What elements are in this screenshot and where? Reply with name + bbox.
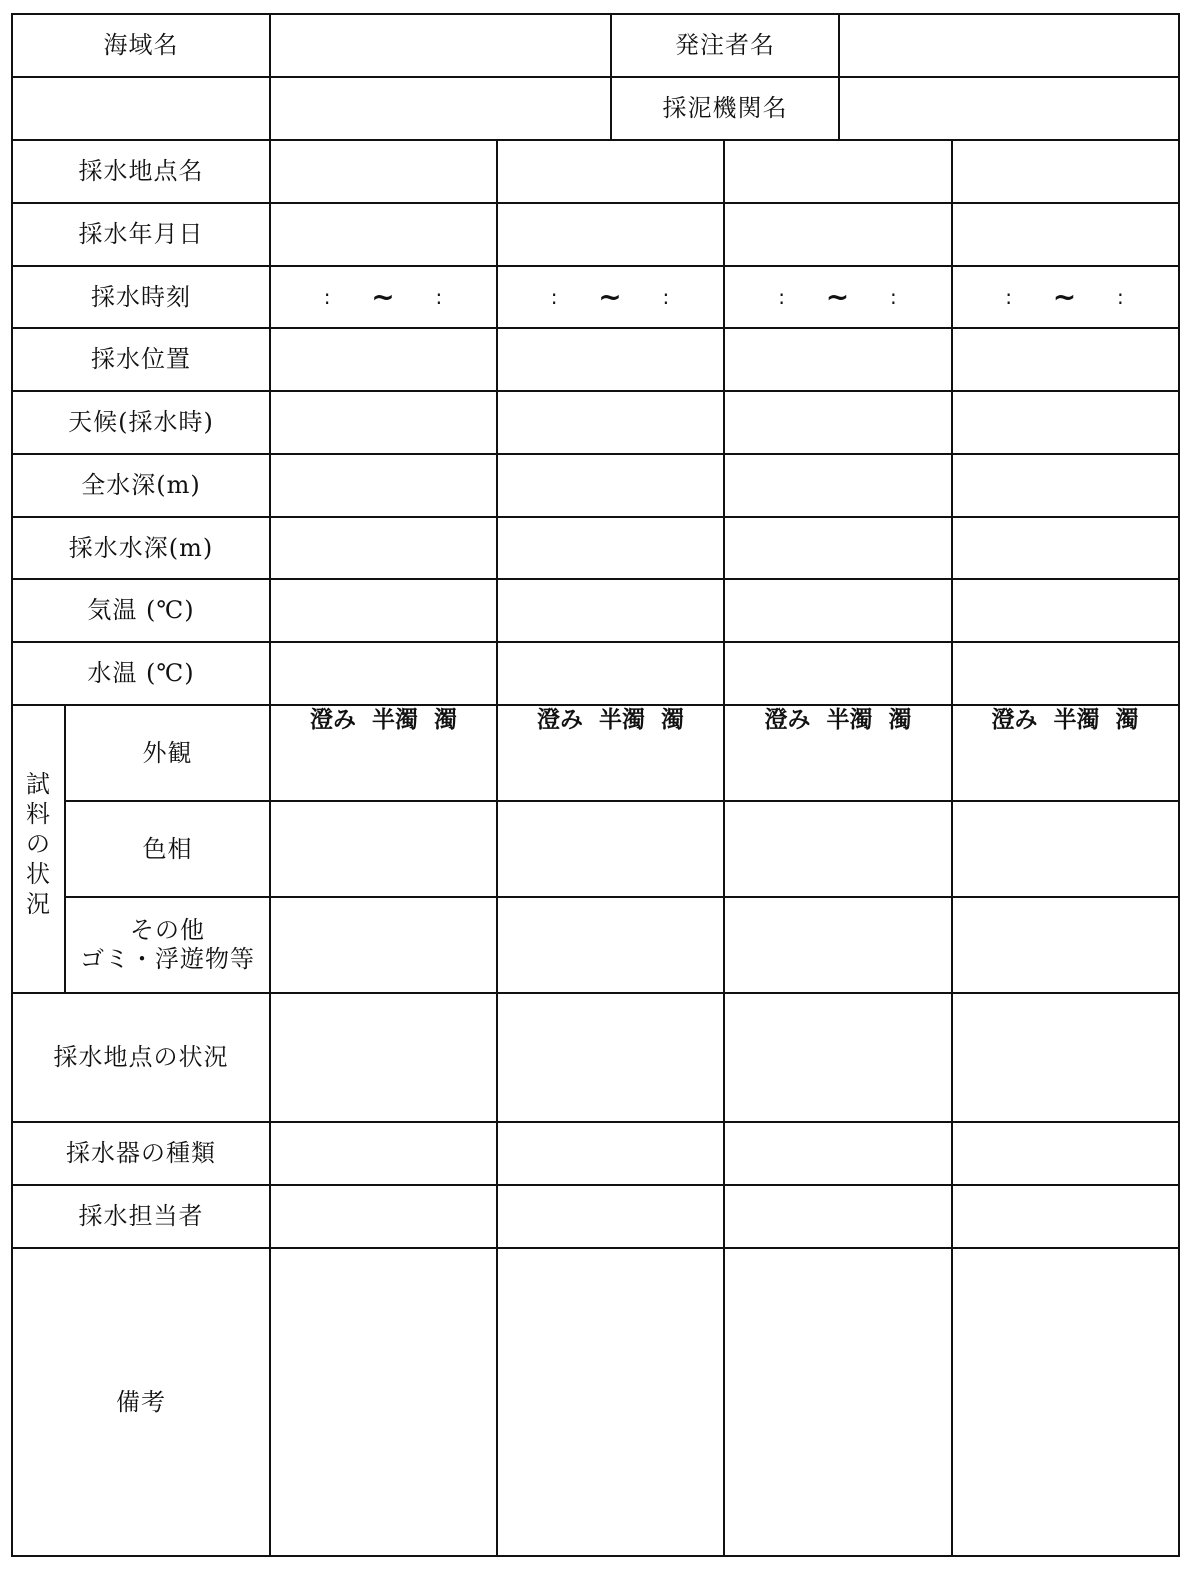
grid-line [838, 13, 840, 141]
sampling-time-col-3[interactable] [724, 266, 952, 328]
grid-line [11, 578, 1180, 580]
grid-line [11, 139, 1180, 141]
hue-label: 色相 [142, 834, 193, 863]
other-label-line1: その他 [130, 916, 205, 945]
sampling-time-col-2[interactable] [497, 266, 724, 328]
sampling-date-label: 採水年月日 [78, 220, 204, 249]
sea-area-value[interactable] [270, 14, 611, 77]
time-tilde: ~ [1052, 280, 1078, 314]
other-label [65, 897, 270, 993]
time-colon-start: : [323, 285, 332, 309]
water-temp-label: 水温 (℃) [87, 659, 195, 688]
grid-line [11, 992, 1180, 994]
time-colon-end: : [662, 285, 671, 309]
sampling-org-label: 採泥機関名 [662, 94, 788, 123]
header-blank-cell [12, 77, 270, 140]
grid-line [11, 1247, 1180, 1249]
grid-line [11, 13, 1180, 15]
sample-condition-char-4: 状 [26, 860, 51, 888]
grid-line [1178, 13, 1180, 1557]
grid-line [723, 139, 725, 1557]
time-colon-end: : [890, 285, 898, 309]
grid-line [11, 1555, 1180, 1557]
grid-line [496, 139, 498, 1557]
sampler-person-label: 採水担当者 [78, 1202, 204, 1231]
grid-line [64, 704, 66, 994]
time-colon-end: : [435, 285, 444, 309]
grid-line [11, 390, 1180, 392]
weather-label: 天候(採水時) [68, 408, 214, 437]
sample-condition-char-2: 料 [26, 800, 51, 828]
other-label-line2: ゴミ・浮遊物等 [80, 945, 255, 973]
grid-line [610, 13, 612, 141]
time-colon-start: : [1005, 285, 1013, 309]
grid-line [11, 202, 1180, 204]
time-tilde: ~ [598, 280, 623, 314]
total-depth-label: 全水深(m) [81, 471, 201, 500]
sampling-depth-label: 採水水深(m) [68, 533, 214, 562]
sample-condition-char-5: 況 [26, 890, 51, 918]
grid-line [269, 13, 271, 1557]
sampling-time-col-4[interactable] [952, 266, 1178, 328]
air-temp-label: 気温 (℃) [87, 596, 195, 625]
station-name-label: 採水地点名 [78, 157, 204, 186]
sample-condition-char-3: の [26, 830, 51, 858]
appearance-label: 外観 [142, 738, 193, 767]
sampler-type-label: 採水器の種類 [66, 1139, 216, 1168]
sea-area-label: 海域名 [103, 31, 179, 60]
header-blank-value[interactable] [270, 77, 611, 140]
orderer-label: 発注者名 [675, 31, 775, 60]
grid-line [11, 1184, 1180, 1186]
sample-condition-group-label [12, 705, 65, 993]
time-colon-start: : [550, 285, 559, 309]
time-tilde: ~ [371, 280, 396, 314]
time-colon-start: : [778, 285, 786, 309]
appearance-options-col-4[interactable]: 澄み 半濁 濁 [991, 707, 1139, 733]
grid-line [11, 641, 1180, 643]
grid-line [11, 327, 1180, 329]
grid-line [11, 13, 13, 1557]
appearance-options-col-3[interactable]: 澄み 半濁 濁 [764, 707, 912, 733]
remarks-label: 備考 [116, 1387, 166, 1416]
grid-line [951, 139, 953, 1557]
grid-line [11, 265, 1180, 267]
appearance-options-col-1[interactable]: 澄み 半濁 濁 [309, 707, 457, 733]
grid-line [11, 1121, 1180, 1123]
grid-line [11, 516, 1180, 518]
sampling-time-col-1[interactable] [270, 266, 497, 328]
sample-condition-char-1: 試 [26, 770, 51, 798]
orderer-value[interactable] [839, 14, 1178, 77]
grid-line [64, 800, 1180, 802]
sampling-position-label: 採水位置 [91, 345, 191, 374]
sampling-org-value[interactable] [839, 77, 1178, 140]
grid-line [11, 704, 1180, 706]
time-colon-end: : [1117, 285, 1125, 309]
time-tilde: ~ [825, 280, 851, 314]
grid-line [11, 76, 1180, 78]
grid-line [64, 896, 1180, 898]
grid-line [11, 453, 1180, 455]
sampling-time-label: 採水時刻 [91, 282, 191, 311]
station-condition-label: 採水地点の状況 [53, 1043, 229, 1072]
appearance-options-col-2[interactable]: 澄み 半濁 濁 [536, 707, 684, 733]
